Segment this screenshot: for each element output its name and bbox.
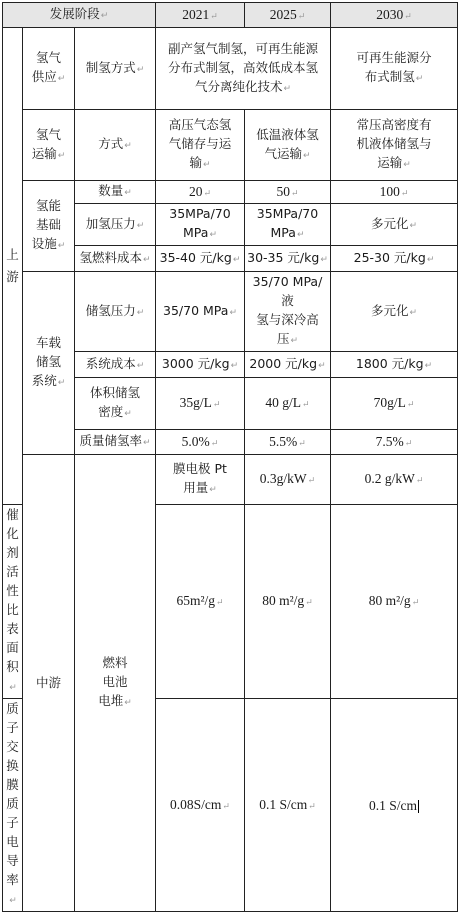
value-pt-loading-2021: 0.3g/kW↵ — [245, 455, 331, 505]
value-catalyst-area-2021: 65m²/g↵ — [156, 505, 245, 699]
segment-midstream: 中游 — [23, 455, 75, 912]
row-count — [3, 181, 458, 204]
text-cursor — [418, 800, 419, 813]
header-stage-cell: 发展阶段↵ — [3, 3, 156, 28]
header-2021-cell: 2021↵ — [156, 3, 245, 28]
value-proton-cond-2030[interactable]: 0.1 S/cm — [331, 699, 458, 912]
value-pressure-2030: 多元化↵ — [331, 204, 458, 246]
value-fuel-cost-2021: 35-40 元/kg↵ — [156, 246, 245, 272]
label-fuel-cost: 氢燃料成本↵ — [75, 246, 156, 272]
value-transport-2025: 低温液体氢 气运输↵ — [245, 110, 331, 181]
value-production-2021-2025: 副产氢气制氢，可再生能源 分布式制氢，高效低成本氢 气分离纯化技术↵ — [156, 28, 331, 110]
label-vol-density: 体积储氢 密度↵ — [75, 378, 156, 430]
label-pt-loading: 膜电极 Pt 用量↵ — [156, 455, 245, 505]
row-transport — [3, 110, 458, 181]
value-vol-density-2025: 40 g/L↵ — [245, 378, 331, 430]
value-proton-cond-2025: 0.1 S/cm↵ — [245, 699, 331, 912]
row-production — [3, 28, 458, 110]
value-fuel-cost-2025: 30-35 元/kg↵ — [245, 246, 331, 272]
value-production-2030: 可再生能源分 布式制氢↵ — [331, 28, 458, 110]
label-storage-pressure: 储氢压力↵ — [75, 272, 156, 352]
value-proton-cond-2021: 0.08S/cm↵ — [156, 699, 245, 912]
label-system-cost: 系统成本↵ — [75, 352, 156, 378]
row-storage-pressure — [3, 272, 458, 352]
value-mass-ratio-2025: 5.5%↵ — [245, 430, 331, 455]
value-system-cost-2021: 3000 元/kg↵ — [156, 352, 245, 378]
value-count-2025: 50↵ — [245, 181, 331, 204]
value-catalyst-area-2025: 80 m²/g↵ — [245, 505, 331, 699]
value-storage-pressure-2021: 35/70 MPa↵ — [156, 272, 245, 352]
label-mass-ratio: 质量储氢率↵ — [75, 430, 156, 455]
label-catalyst-area: 催化剂活性 比表面积↵ — [3, 505, 23, 699]
hydrogen-roadmap-table — [2, 2, 458, 912]
value-count-2021: 20↵ — [156, 181, 245, 204]
value-transport-2030: 常压高密度有 机液体储氢与 运输↵ — [331, 110, 458, 181]
value-mass-ratio-2030: 7.5%↵ — [331, 430, 458, 455]
header-2030-cell: 2030↵ — [331, 3, 458, 28]
value-vol-density-2021: 35g/L↵ — [156, 378, 245, 430]
value-count-2030: 100↵ — [331, 181, 458, 204]
value-storage-pressure-2030: 多元化↵ — [331, 272, 458, 352]
value-system-cost-2030: 1800 元/kg↵ — [331, 352, 458, 378]
group-transport: 氢气 运输↵ — [23, 110, 75, 181]
group-supply: 氢气 供应↵ — [23, 28, 75, 110]
value-pressure-2025: 35MPa/70 MPa↵ — [245, 204, 331, 246]
label-pressure: 加氢压力↵ — [75, 204, 156, 246]
value-fuel-cost-2030: 25-30 元/kg↵ — [331, 246, 458, 272]
value-pressure-2021: 35MPa/70 MPa↵ — [156, 204, 245, 246]
value-transport-2021: 高压气态氢 气储存与运 输↵ — [156, 110, 245, 181]
value-mass-ratio-2021: 5.0%↵ — [156, 430, 245, 455]
value-storage-pressure-2025: 35/70 MPa/液 氢与深冷高 压↵ — [245, 272, 331, 352]
label-count: 数量↵ — [75, 181, 156, 204]
header-row — [3, 3, 458, 28]
label-proton-cond: 质子交换膜 质子电导率↵ — [3, 699, 23, 912]
segment-upstream: 上游 — [3, 28, 23, 505]
value-vol-density-2030: 70g/L↵ — [331, 378, 458, 430]
value-pt-loading-2025: 0.2 g/kW↵ — [331, 455, 458, 505]
group-vehicle: 车载 储氢 系统↵ — [23, 272, 75, 455]
value-catalyst-area-2030: 80 m²/g↵ — [331, 505, 458, 699]
value-system-cost-2025: 2000 元/kg↵ — [245, 352, 331, 378]
group-infra: 氢能 基础 设施↵ — [23, 181, 75, 272]
label-production: 制氢方式↵ — [75, 28, 156, 110]
header-2025-cell: 2025↵ — [245, 3, 331, 28]
label-transport-method: 方式↵ — [75, 110, 156, 181]
group-fuelcell: 燃料 电池 电堆↵ — [75, 455, 156, 912]
row-pt-loading — [3, 455, 458, 505]
